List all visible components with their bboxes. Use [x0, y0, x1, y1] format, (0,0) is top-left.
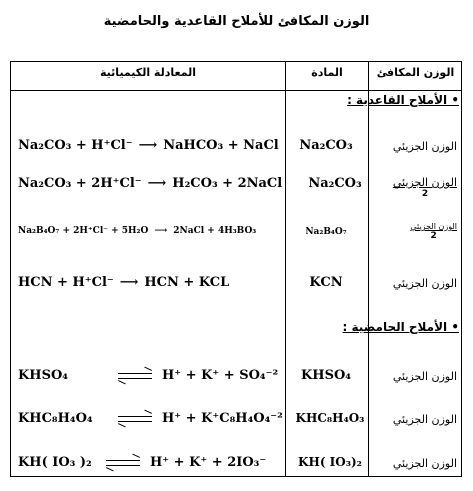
weight-cell: الوزن الجزيئي [392, 413, 457, 426]
column-divider [368, 61, 369, 477]
substance-cell: Na₂CO₃ [299, 138, 353, 153]
equation-lhs: HCN + H⁺Cl⁻ ⟶ HCN + KCL [18, 275, 230, 290]
header-equation: المعادلة الكيميائية [100, 66, 196, 79]
equation-lhs: Na₂CO₃ + H⁺Cl⁻ ⟶ NaHCO₃ + NaCl [18, 138, 279, 153]
equation-lhs: KH( IO₃ )₂ H⁺ + K⁺ + 2IO₃⁻ [18, 455, 267, 470]
column-divider [285, 61, 286, 477]
section-acidic-salts: • الأملاح الحامضية : [342, 320, 459, 334]
equilibrium-arrow-icon [118, 370, 152, 382]
equation-lhs: Na₂CO₃ + 2H⁺Cl⁻ ⟶ H₂CO₃ + 2NaCl [18, 176, 283, 191]
substance-cell: KCN [309, 275, 343, 290]
equation-lhs: Na₂B₄O₇ + 2H⁺Cl⁻ + 5H₂O ⟶ 2NaCl + 4H₃BO₃ [18, 226, 257, 236]
weight-cell: الوزن الجزيئي [392, 370, 457, 383]
page-title: الوزن المكافئ للأملاح القاعدية والحامضية [103, 14, 370, 29]
header-substance: المادة [311, 66, 343, 79]
equation-lhs: KHC₈H₄O₄ H⁺ + K⁺C₈H₄O₄⁻² [18, 411, 283, 426]
substance-cell: Na₂B₄O₇ [305, 227, 347, 237]
weight-cell: الوزن الجزيئي [392, 140, 457, 153]
equilibrium-arrow-icon [118, 413, 152, 425]
weight-cell: الوزن الجزيئي [392, 277, 457, 290]
weight-cell: الوزن الجزيئي [392, 457, 457, 470]
substance-cell: Na₂CO₃ [308, 176, 362, 191]
header-divider [10, 90, 462, 91]
substance-cell: KHC₈H₄O₃ [295, 411, 365, 425]
section-basic-salts: • الأملاح القاعدية : [347, 93, 459, 107]
weight-cell: $\frac{\text{الوزن الجزيئي}}{2}$ [392, 176, 457, 199]
header-equivalent-weight: الوزن المكافئ [376, 66, 455, 79]
equation-lhs: KHSO₄ H⁺ + K⁺ + SO₄⁻² [18, 368, 279, 383]
substance-cell: KHSO₄ [301, 368, 351, 383]
substance-cell: KH( IO₃)₂ [298, 455, 362, 469]
weight-cell: $\frac{\text{الوزن الجزيئي}}{2}$ [410, 222, 457, 241]
equilibrium-arrow-icon [106, 457, 140, 469]
